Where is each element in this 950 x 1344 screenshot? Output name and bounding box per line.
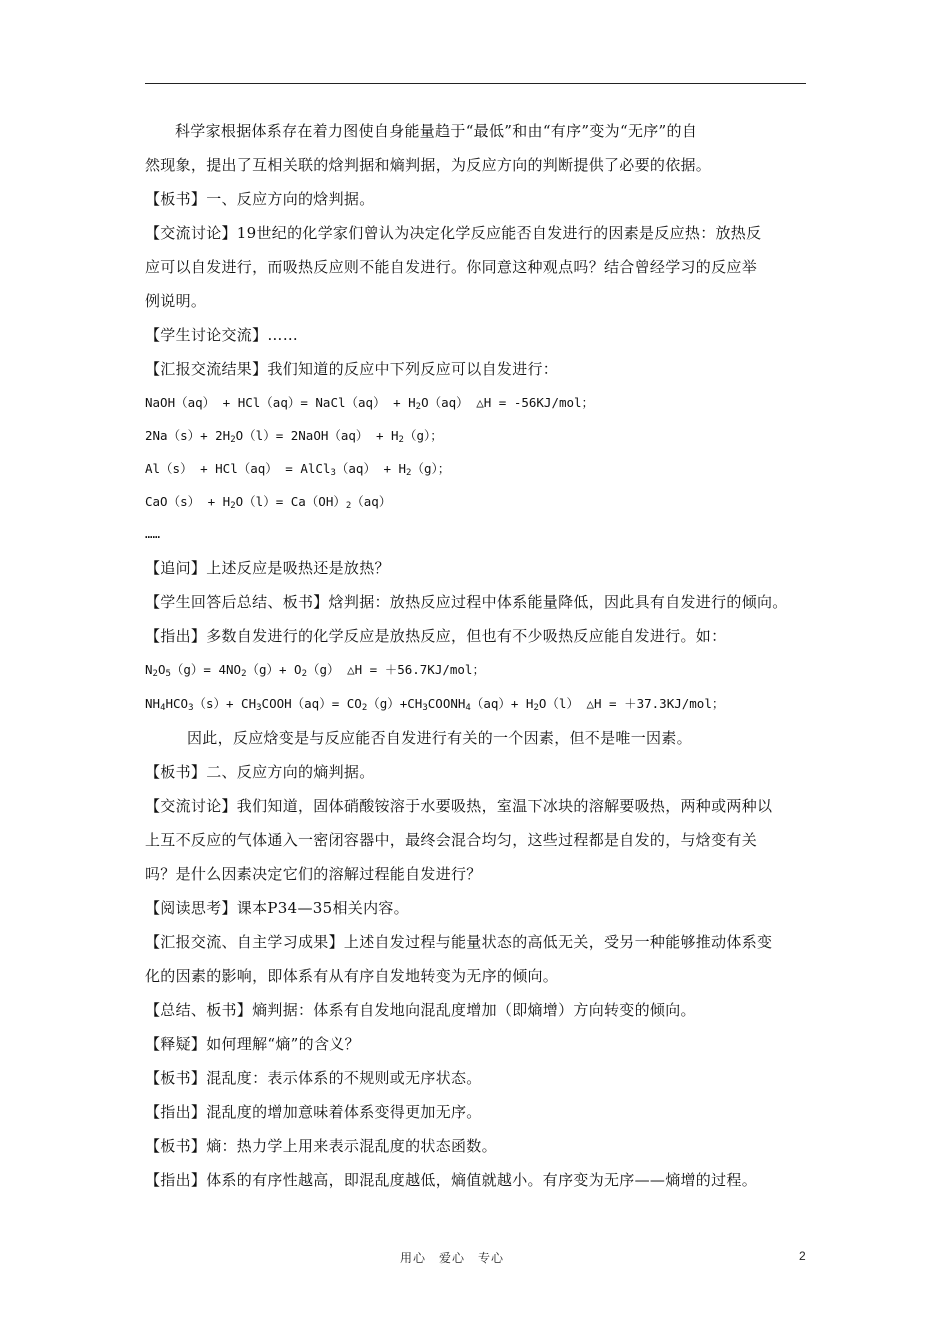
paragraph-line: 应可以自发进行，而吸热反应则不能自发进行。你同意这种观点吗？结合曾经学习的反应举 <box>145 258 758 276</box>
paragraph-line: 吗？是什么因素决定它们的溶解过程能自发进行？ <box>145 865 482 883</box>
paragraph-line: 科学家根据体系存在着力图使自身能量趋于“最低”和由“有序”变为“无序”的自 <box>175 122 698 140</box>
paragraph-line: 【学生回答后总结、板书】焓判据：放热反应过程中体系能量降低，因此具有自发进行的倾向。 <box>145 593 788 611</box>
paragraph-line: 【释疑】如何理解“熵”的含义？ <box>145 1035 360 1053</box>
equation-text: （aq） + H <box>335 461 407 476</box>
equation-text: O（aq） △H = -56KJ/mol； <box>421 395 595 410</box>
header-rule <box>145 83 806 84</box>
subscript: 3 <box>422 703 428 713</box>
subscript: 2 <box>241 669 247 679</box>
paragraph-line: 然现象，提出了互相关联的焓判据和熵判据，为反应方向的判断提供了必要的依据。 <box>145 156 712 174</box>
subscript: 2 <box>152 669 158 679</box>
equation-text: COONH <box>427 696 466 711</box>
equation-n2o5 <box>145 659 485 685</box>
equation-na-water <box>145 425 443 451</box>
paragraph-line: 上互不反应的气体通入一密闭容器中，最终会混合均匀，这些过程都是自发的，与焓变有关 <box>145 831 758 849</box>
paragraph-line: 例说明。 <box>145 292 207 310</box>
equation-nh4hco3 <box>145 693 724 719</box>
paragraph-line: 【总结、板书】熵判据：体系有自发地向混乱度增加（即熵增）方向转变的倾向。 <box>145 1001 696 1019</box>
paragraph-line: 【阅读思考】课本P34—35相关内容。 <box>145 899 409 917</box>
equation-al-hcl <box>145 458 450 484</box>
equation-text: O（l）= 2NaOH（aq） + H <box>235 428 399 443</box>
equation-text: HCO <box>165 696 189 711</box>
subscript: 2 <box>361 703 368 713</box>
subscript: 2 <box>301 669 308 679</box>
paragraph-line: 【交流讨论】我们知道，固体硝酸铵溶于水要吸热，室温下冰块的溶解要吸热，两种或两种以 <box>145 797 773 815</box>
paragraph-line: 【板书】混乱度：表示体系的不规则或无序状态。 <box>145 1069 482 1087</box>
subscript: 3 <box>256 703 262 713</box>
equation-text: （g）+ O <box>246 662 302 677</box>
footer-motto: 用心 爱心 专心 <box>400 1251 505 1265</box>
subscript: 2 <box>398 435 404 445</box>
paragraph-line: 化的因素的影响，即体系有从有序自发地转变为无序的倾向。 <box>145 967 559 985</box>
subscript: 2 <box>533 703 539 713</box>
equation-text: （aq）+ H <box>470 696 534 711</box>
equation-text: O <box>157 662 166 677</box>
paragraph-line: 【板书】一、反应方向的焓判据。 <box>145 190 375 208</box>
equation-text: （g）+CH <box>367 696 423 711</box>
paragraph-line: 【学生讨论交流】…… <box>145 326 299 344</box>
paragraph-line: 【追问】上述反应是吸热还是放热？ <box>145 559 390 577</box>
subscript: 5 <box>165 669 171 679</box>
paragraph-line: 【交流讨论】19世纪的化学家们曾认为决定化学反应能否自发进行的因素是反应热：放热反 <box>145 224 762 242</box>
subscript: 3 <box>330 468 336 478</box>
paragraph-line: 【指出】多数自发进行的化学反应是放热反应，但也有不少吸热反应能自发进行。如： <box>145 627 727 645</box>
paragraph-line: 【板书】二、反应方向的熵判据。 <box>145 763 375 781</box>
equation-text: （aq） <box>351 494 392 509</box>
equation-text: （g）； <box>411 461 451 476</box>
ellipsis: …… <box>145 526 161 541</box>
paragraph-line: 【指出】体系的有序性越高，即混乱度越低，熵值就越小。有序变为无序——熵增的过程。 <box>145 1171 758 1189</box>
subscript: 4 <box>160 703 166 713</box>
equation-text: Al（s） + HCl（aq） = AlCl <box>145 461 331 476</box>
equation-text: （s）+ CH <box>193 696 257 711</box>
subscript: 4 <box>465 703 471 713</box>
equation-text: COOH（aq）= CO <box>261 696 362 711</box>
subscript: 3 <box>188 703 194 713</box>
equation-text: NH <box>145 696 161 711</box>
page-number: 2 <box>799 1249 806 1263</box>
equation-cao-water <box>145 491 391 517</box>
equation-text: O（l） △H = ＋37.3KJ/mol； <box>538 696 725 711</box>
paragraph-line: 【汇报交流、自主学习成果】上述自发过程与能量状态的高低无关，受另一种能够推动体系变 <box>145 933 773 951</box>
subscript: 2 <box>345 501 352 511</box>
equation-text: NaOH（aq） + HCl（aq）= NaCl（aq） + H <box>145 395 416 410</box>
paragraph-line: 因此，反应焓变是与反应能否自发进行有关的一个因素，但不是唯一因素。 <box>187 729 692 747</box>
equation-text: O（l）= Ca（OH） <box>235 494 346 509</box>
equation-text: （g）； <box>403 428 443 443</box>
equation-text: N <box>145 662 153 677</box>
equation-text: CaO（s） + H <box>145 494 231 509</box>
subscript: 2 <box>406 468 412 478</box>
subscript: 2 <box>415 402 422 412</box>
equation-naoh-hcl <box>145 392 594 418</box>
equation-text: （g） △H = ＋56.7KJ/mol； <box>307 662 485 677</box>
subscript: 2 <box>230 501 236 511</box>
paragraph-line: 【汇报交流结果】我们知道的反应中下列反应可以自发进行： <box>145 360 559 378</box>
paragraph-line: 【板书】熵：热力学上用来表示混乱度的状态函数。 <box>145 1137 497 1155</box>
equation-text: 2Na（s）+ 2H <box>145 428 231 443</box>
paragraph-line: 【指出】混乱度的增加意味着体系变得更加无序。 <box>145 1103 482 1121</box>
equation-text: （g）= 4NO <box>170 662 242 677</box>
subscript: 2 <box>230 435 236 445</box>
